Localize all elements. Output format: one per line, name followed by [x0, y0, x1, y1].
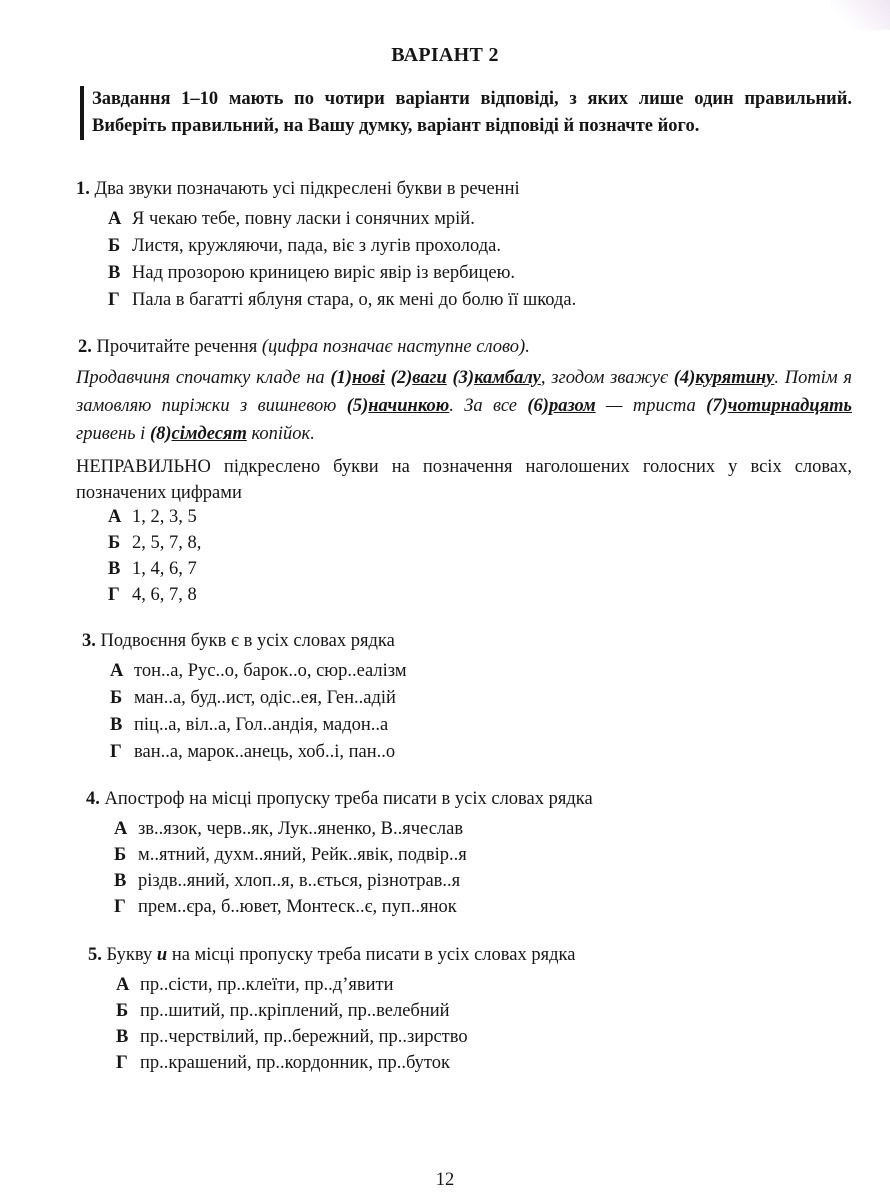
option-text: пр..крашений, пр..кордонник, пр..буток [140, 1053, 451, 1073]
option-letter: В [116, 1027, 129, 1047]
q2-task-text: НЕПРАВИЛЬНО підкреслено букви на позначення наголошених голосних у всіх словах, позначених цифрами [76, 457, 852, 503]
q1-option-d[interactable] [108, 287, 576, 313]
question-text: Прочитайте речення [96, 337, 258, 357]
option-text: 4, 6, 7, 8 [132, 585, 197, 605]
q2-option-c[interactable] [108, 556, 197, 582]
word-marker: (8) [149, 424, 172, 444]
question-1-heading [76, 176, 520, 202]
emphasized-letter: и [156, 945, 168, 965]
option-text: різдв..яний, хлоп..я, в..ється, різнотрав..я [138, 871, 461, 891]
option-text: ман..а, буд..ист, одіс..ея, Ген..адій [134, 688, 396, 708]
question-number: 4. [86, 789, 100, 809]
question-number: 1. [76, 179, 90, 199]
question-5-heading [88, 942, 575, 968]
q3-option-b[interactable] [110, 685, 396, 711]
marked-word: курятину [695, 368, 775, 388]
option-letter: А [110, 661, 124, 681]
option-letter: Б [110, 688, 123, 708]
option-text: 2, 5, 7, 8, [132, 533, 202, 553]
q4-option-a[interactable] [114, 816, 463, 842]
question-4-heading [86, 786, 593, 812]
question-note: (цифра позначає наступне слово). [261, 337, 530, 357]
passage-text: , згодом зважує [540, 368, 674, 388]
q3-option-a[interactable] [110, 658, 407, 684]
option-text: м..ятний, духм..яний, Рейк..явік, подвір..я [138, 845, 467, 865]
option-letter: Г [108, 290, 120, 310]
q1-option-b[interactable] [108, 233, 501, 259]
page-title: ВАРІАНТ 2 [391, 44, 499, 66]
q1-option-c[interactable] [108, 260, 515, 286]
marked-word: нові [351, 368, 385, 388]
marked-word: начинкою [368, 396, 450, 416]
question-text: Два звуки позначають усі підкреслені букви в реченні [94, 179, 520, 199]
option-letter: Б [116, 1001, 129, 1021]
question-number: 3. [82, 631, 96, 651]
passage-text: Продавчиня спочатку кладе на [76, 368, 331, 388]
question-text: Апостроф на місці пропуску треба писати в усіх словах рядка [104, 789, 593, 809]
option-letter: А [114, 819, 128, 839]
option-text: 1, 4, 6, 7 [132, 559, 197, 579]
option-text: пр..шитий, пр..кріплений, пр..велебний [140, 1001, 450, 1021]
q4-option-b[interactable] [114, 842, 467, 868]
q3-option-d[interactable] [110, 739, 395, 765]
option-letter: А [108, 507, 122, 527]
marked-word: чотирнадцять [727, 396, 852, 416]
option-text: пр..сісти, пр..клеїти, пр..д’явити [140, 975, 394, 995]
marked-word: ваги [412, 368, 447, 388]
option-text: Я чекаю тебе, повну ласки і сонячних мрій. [132, 209, 475, 229]
option-text: піц..а, віл..а, Гол..андія, мадон..а [134, 715, 389, 735]
option-text: тон..а, Рус..о, барок..о, сюр..еалізм [134, 661, 407, 681]
option-letter: А [108, 209, 122, 229]
question-text: на місці пропуску треба писати в усіх словах рядка [171, 945, 576, 965]
question-2-heading [78, 334, 530, 360]
instruction-block: Завдання 1–10 мають по чотири варіанти відповіді, з яких лише один правильний. Виберіть правильний, на Вашу думку, варіант відповіді й позначте його. [80, 86, 852, 140]
passage-text: . За все [449, 396, 528, 416]
passage-text: . Потім я замовляю пиріжки з вишневою [76, 368, 852, 416]
q2-passage [76, 364, 852, 448]
option-text: Листя, кружляючи, пада, віє з лугів прохолода. [132, 236, 501, 256]
word-marker: (7) [706, 396, 728, 416]
q5-option-b[interactable] [116, 998, 450, 1024]
option-letter: В [114, 871, 127, 891]
word-marker: (1) [330, 368, 352, 388]
passage-text: копійок. [246, 424, 315, 444]
word-marker: (4) [673, 368, 696, 388]
marked-word: разом [548, 396, 596, 416]
q2-option-d[interactable] [108, 582, 197, 608]
q5-option-d[interactable] [116, 1050, 450, 1076]
word-marker: (5) [346, 396, 369, 416]
passage-text: — триста [595, 396, 707, 416]
word-marker: (3) [452, 368, 475, 388]
option-text: Над прозорою криницею виріс явір із вербицею. [132, 263, 516, 283]
word-marker: (2) [390, 368, 413, 388]
option-letter: Г [110, 742, 122, 762]
passage-text: гривень і [76, 424, 150, 444]
option-letter: Б [114, 845, 127, 865]
q5-option-a[interactable] [116, 972, 394, 998]
option-letter: Г [114, 897, 126, 917]
q3-option-c[interactable] [110, 712, 388, 738]
option-text: прем..єра, б..ювет, Монтеск..є, пуп..янок [138, 897, 457, 917]
option-letter: В [108, 559, 121, 579]
option-letter: Г [108, 585, 120, 605]
question-number: 5. [88, 945, 102, 965]
option-letter: Б [108, 236, 121, 256]
question-3-heading [82, 628, 395, 654]
q4-option-c[interactable] [114, 868, 460, 894]
option-text: зв..язок, черв..як, Лук..яненко, В..ячеслав [138, 819, 464, 839]
question-text: Подвоєння букв є в усіх словах рядка [100, 631, 395, 651]
question-number: 2. [78, 337, 92, 357]
option-letter: В [110, 715, 123, 735]
q2-option-a[interactable] [108, 504, 197, 530]
q1-option-a[interactable] [108, 206, 475, 232]
option-text: пр..черствілий, пр..бережний, пр..зирство [140, 1027, 468, 1047]
page-number: 12 [435, 1170, 455, 1190]
q2-option-b[interactable] [108, 530, 201, 556]
question-text: Букву [106, 945, 153, 965]
word-marker: (6) [527, 396, 549, 416]
option-letter: Г [116, 1053, 128, 1073]
q4-option-d[interactable] [114, 894, 457, 920]
marked-word: сімдесят [171, 424, 247, 444]
option-letter: А [116, 975, 130, 995]
option-text: ван..а, марок..анець, хоб..і, пан..о [134, 742, 396, 762]
marked-word: камбалу [474, 368, 541, 388]
option-letter: Б [108, 533, 121, 553]
option-text: Пала в багатті яблуня стара, о, як мені до болю її шкода. [132, 290, 577, 310]
option-letter: В [108, 263, 121, 283]
q5-option-c[interactable] [116, 1024, 468, 1050]
option-text: 1, 2, 3, 5 [132, 507, 197, 527]
page-corner-tint [830, 0, 890, 30]
